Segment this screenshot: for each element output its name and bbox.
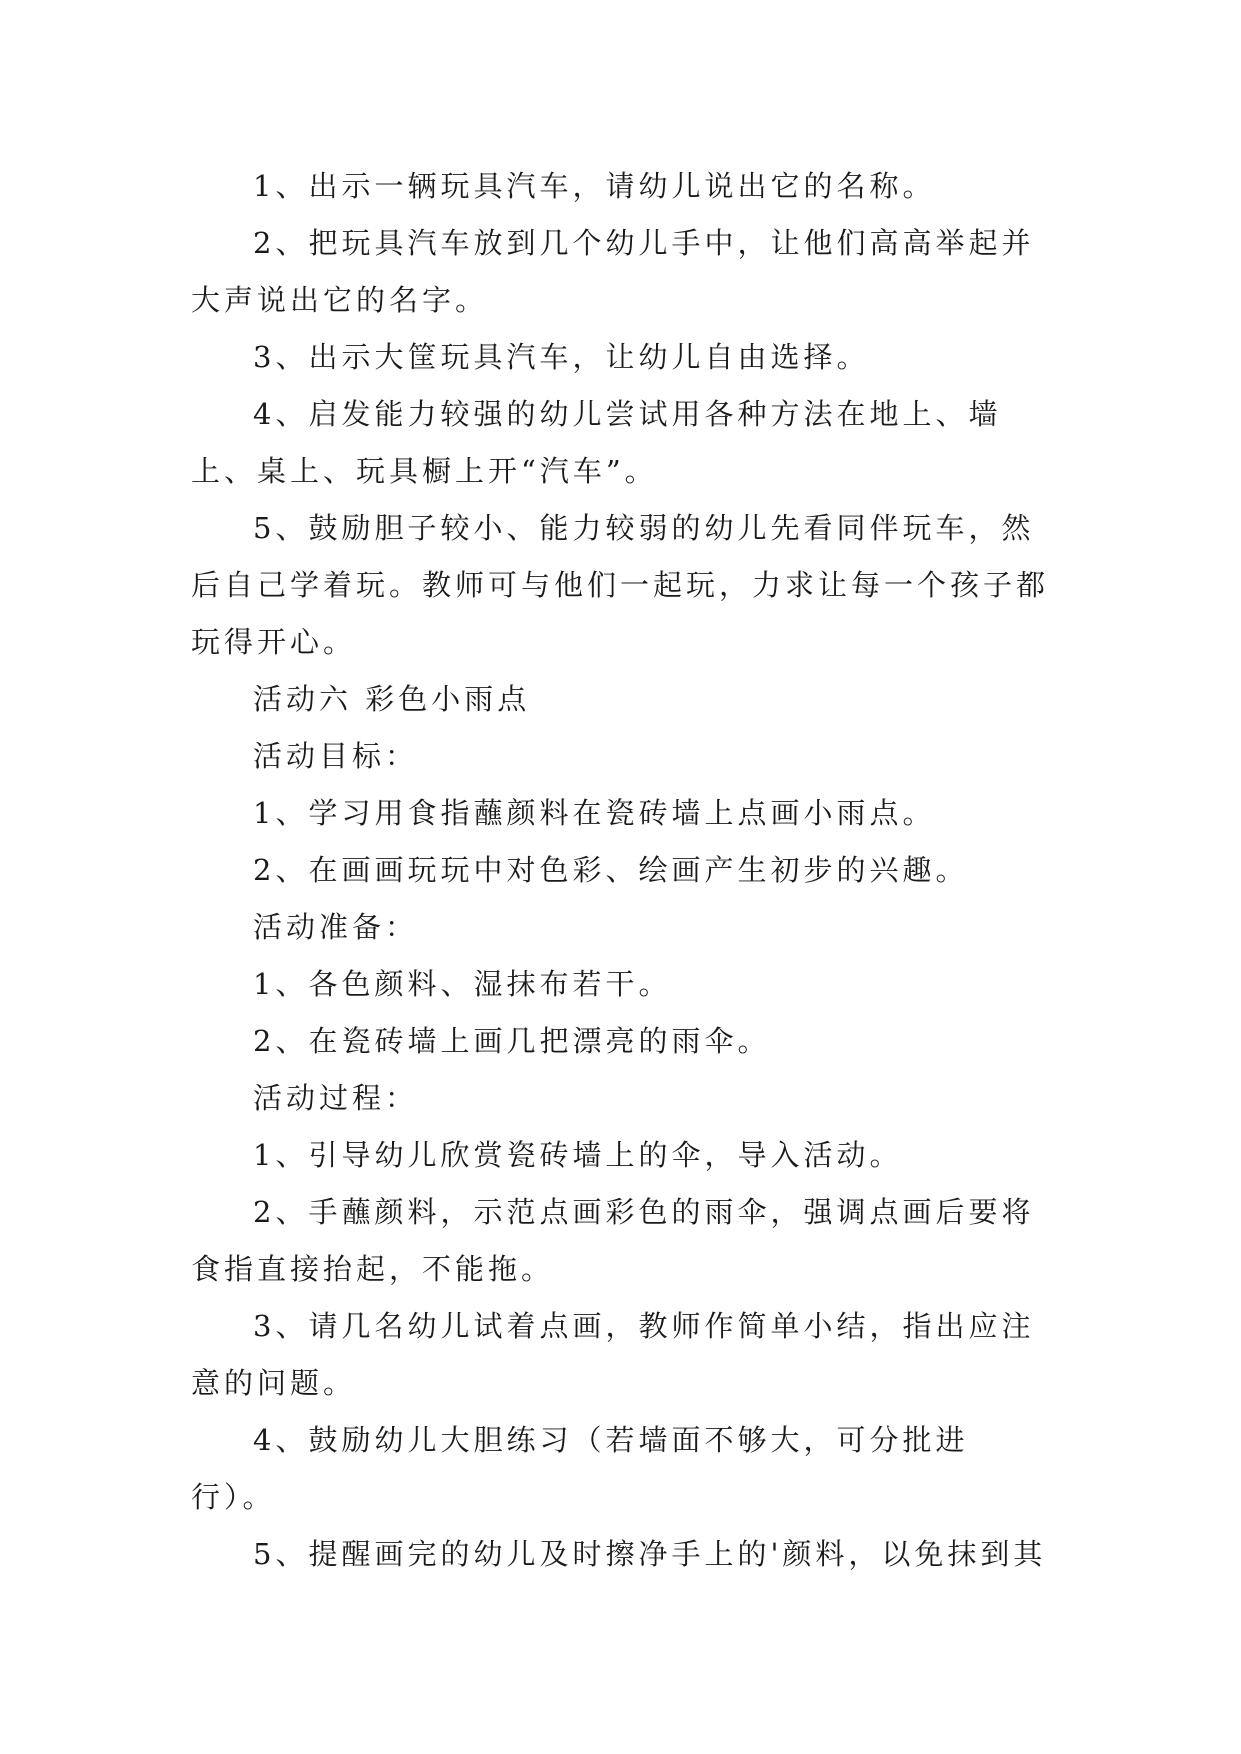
paragraph-5: 5、鼓励胆子较小、能力较弱的幼儿先看同伴玩车，然后自己学着玩。教师可与他们一起玩，力求让每一个孩子都玩得开心。 [191,511,1050,659]
process-item-5: 5、提醒画完的幼儿及时擦净手上的'颜料，以免抹到其 [253,1537,1047,1571]
preparation-item-2: 2、在瓷砖墙上画几把漂亮的雨伞。 [253,1024,771,1058]
paragraph-2: 2、把玩具汽车放到几个幼儿手中，让他们高高举起并大声说出它的名字。 [191,226,1035,317]
goal-item-2: 2、在画画玩玩中对色彩、绘画产生初步的兴趣。 [253,853,969,887]
paragraph-1: 1、出示一辆玩具汽车，请幼儿说出它的名称。 [253,169,936,203]
goal-item-1: 1、学习用食指蘸颜料在瓷砖墙上点画小雨点。 [253,796,936,830]
heading-activity-preparation: 活动准备： [253,910,419,944]
heading-activity-goals: 活动目标： [253,739,419,773]
paragraph-4: 4、启发能力较强的幼儿尝试用各种方法在地上、墙上、桌上、玩具橱上开“汽车”。 [191,397,1002,488]
heading-activity-process: 活动过程： [253,1081,419,1115]
process-item-4: 4、鼓励幼儿大胆练习（若墙面不够大，可分批进行）。 [191,1423,969,1514]
process-item-1: 1、引导幼儿欣赏瓷砖墙上的伞，导入活动。 [253,1138,903,1172]
document-body [191,158,1051,1583]
process-item-3: 3、请几名幼儿试着点画，教师作简单小结，指出应注意的问题。 [191,1309,1035,1400]
section-heading-activity-six: 活动六 彩色小雨点 [253,682,531,716]
process-item-2: 2、手蘸颜料，示范点画彩色的雨伞，强调点画后要将食指直接抬起，不能拖。 [191,1195,1035,1286]
preparation-item-1: 1、各色颜料、湿抹布若干。 [253,967,672,1001]
paragraph-3: 3、出示大筐玩具汽车，让幼儿自由选择。 [253,340,870,374]
